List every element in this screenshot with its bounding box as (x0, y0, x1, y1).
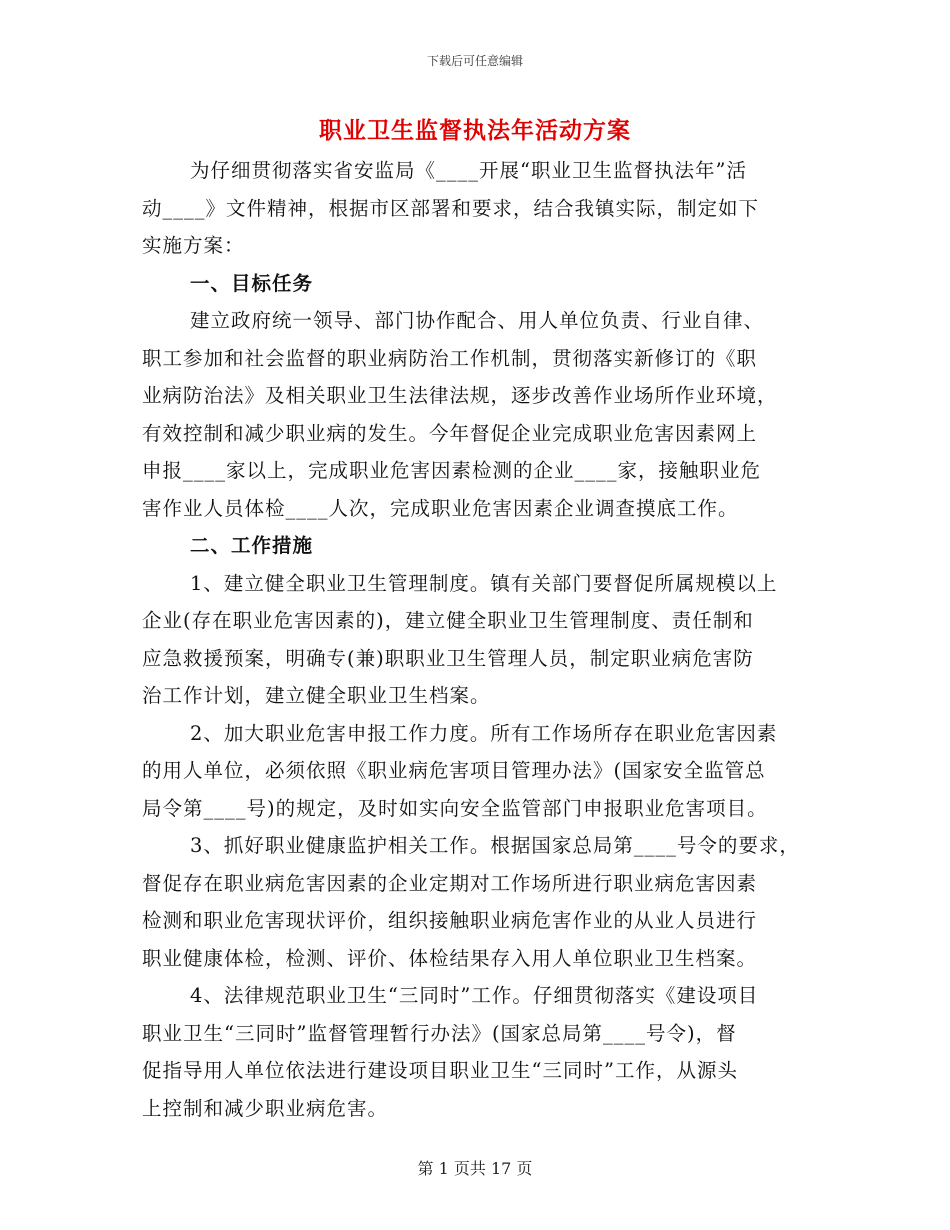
intro-line: 动____》文件精神，根据市区部署和要求，结合我镇实际，制定如下 (142, 196, 760, 220)
section-heading: 一、目标任务 (190, 271, 314, 295)
paragraph-line: 促指导用人单位依法进行建设项目职业卫生“三同时”工作，从源头 (142, 1059, 738, 1082)
paragraph-line: 企业(存在职业危害因素的)，建立健全职业卫生管理制度、责任制和 (142, 609, 754, 632)
paragraph-line: 职工参加和社会监督的职业病防治工作机制，贯彻落实新修订的《职 (142, 346, 758, 370)
paragraph-line: 1、建立健全职业卫生管理制度。镇有关部门要督促所属规模以上 (190, 571, 778, 595)
paragraph-line: 督促存在职业病危害因素的企业定期对工作场所进行职业病危害因素 (142, 871, 758, 895)
intro-line: 实施方案： (142, 234, 245, 257)
page-footer: 第 1 页共 17 页 (417, 1159, 533, 1178)
paragraph-line: 局令第____号)的规定，及时如实向安全监管部门申报职业危害项目。 (142, 796, 768, 820)
paragraph-line: 害作业人员体检____人次，完成职业危害因素企业调查摸底工作。 (142, 496, 739, 520)
paragraph-line: 业病防治法》及相关职业卫生法律法规，逐步改善作业场所作业环境， (142, 384, 778, 407)
paragraph-line: 3、抓好职业健康监护相关工作。根据国家总局第____号令的要求， (190, 834, 800, 857)
paragraph-line: 职业健康体检，检测、评价、体检结果存入用人单位职业卫生档案。 (142, 946, 758, 970)
paragraph-line: 治工作计划，建立健全职业卫生档案。 (142, 684, 491, 707)
paragraph-line: 有效控制和减少职业病的发生。今年督促企业完成职业危害因素网上 (142, 421, 758, 445)
intro-line: 为仔细贯彻落实省安监局《____开展“职业卫生监督执法年”活 (190, 159, 747, 182)
paragraph-line: 2、加大职业危害申报工作力度。所有工作场所存在职业危害因素 (190, 721, 778, 745)
paragraph-line: 4、法律规范职业卫生“三同时”工作。仔细贯彻落实《建设项目 (190, 984, 759, 1007)
paragraph-line: 应急救援预案，明确专(兼)职职业卫生管理人员，制定职业病危害防 (142, 646, 754, 670)
section-heading: 二、工作措施 (190, 534, 314, 557)
page-header: 下载后可任意编辑 (426, 54, 523, 68)
document-title: 职业卫生监督执法年活动方案 (319, 117, 631, 144)
document-body (142, 152, 822, 1127)
paragraph-line: 申报____家以上，完成职业危害因素检测的企业____家，接触职业危 (142, 459, 762, 482)
paragraph-line: 检测和职业危害现状评价，组织接触职业病危害作业的从业人员进行 (142, 909, 758, 932)
paragraph-line: 的用人单位，必须依照《职业病危害项目管理办法》(国家安全监管总 (142, 759, 766, 782)
paragraph-line: 职业卫生“三同时”监督管理暂行办法》(国家总局第____号令)，督 (142, 1021, 737, 1045)
paragraph-line: 上控制和减少职业病危害。 (142, 1096, 389, 1120)
paragraph-line: 建立政府统一领导、部门协作配合、用人单位负责、行业自律、 (190, 309, 765, 332)
